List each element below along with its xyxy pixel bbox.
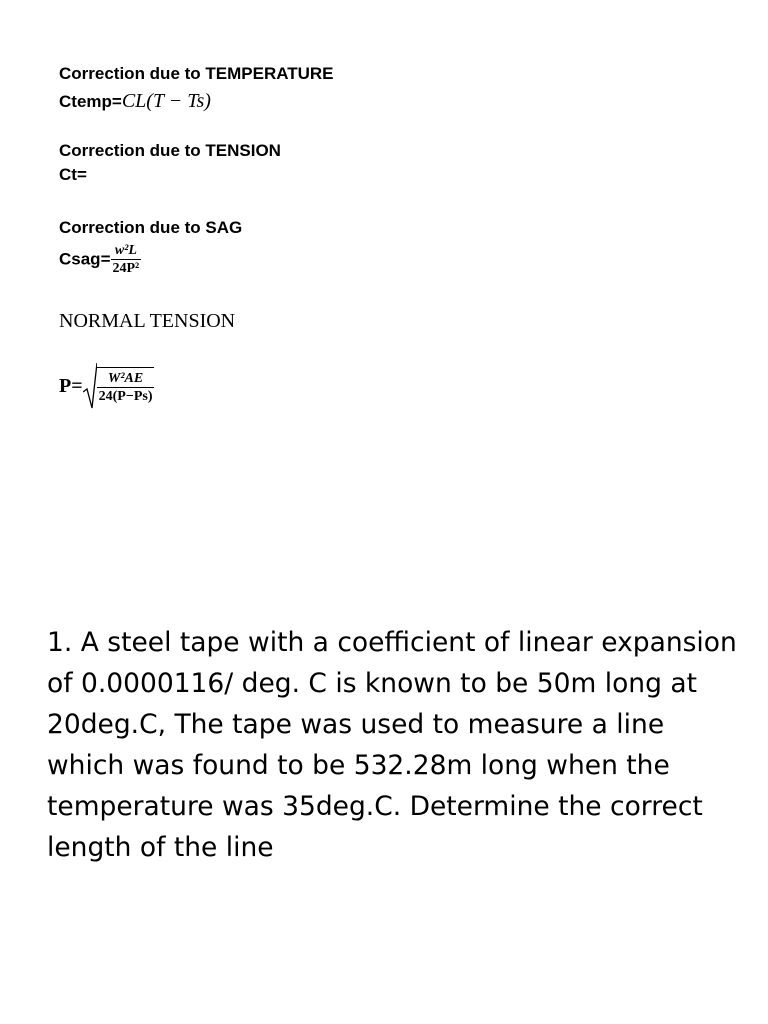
radical-sign-icon bbox=[83, 362, 97, 410]
temperature-formula bbox=[59, 90, 211, 113]
normal-tension-label: P= bbox=[59, 375, 83, 397]
sag-numerator: w²L bbox=[111, 242, 142, 260]
temperature-expression: CL(T − Ts) bbox=[121, 90, 211, 112]
sag-formula bbox=[59, 242, 141, 277]
normal-tension-heading: NORMAL TENSION bbox=[59, 310, 236, 332]
sag-fraction bbox=[111, 242, 142, 277]
temperature-label: Ctemp= bbox=[59, 92, 122, 111]
temperature-heading: Correction due to TEMPERATURE bbox=[59, 64, 334, 83]
normal-tension-fraction bbox=[97, 367, 155, 405]
sag-heading: Correction due to SAG bbox=[59, 218, 243, 237]
tension-heading: Correction due to TENSION bbox=[59, 141, 281, 160]
sag-denominator: 24P² bbox=[112, 261, 140, 276]
normal-tension-formula bbox=[59, 362, 154, 410]
sag-label: Csag= bbox=[59, 249, 111, 269]
normal-tension-numerator: W²AE bbox=[97, 370, 155, 388]
problem-statement: 1. A steel tape with a coefficient of linear expansion of 0.0000116/ deg. C is known to be 50m long at 20deg.C, The tape was used to measure a line which was found to be 532.28m long when the temperature was 35deg.C. Determine the correct length of the line bbox=[47, 627, 737, 863]
normal-tension-denominator: 24(P−Ps) bbox=[98, 389, 153, 404]
square-root bbox=[83, 362, 155, 410]
tension-label: Ct= bbox=[59, 165, 87, 184]
